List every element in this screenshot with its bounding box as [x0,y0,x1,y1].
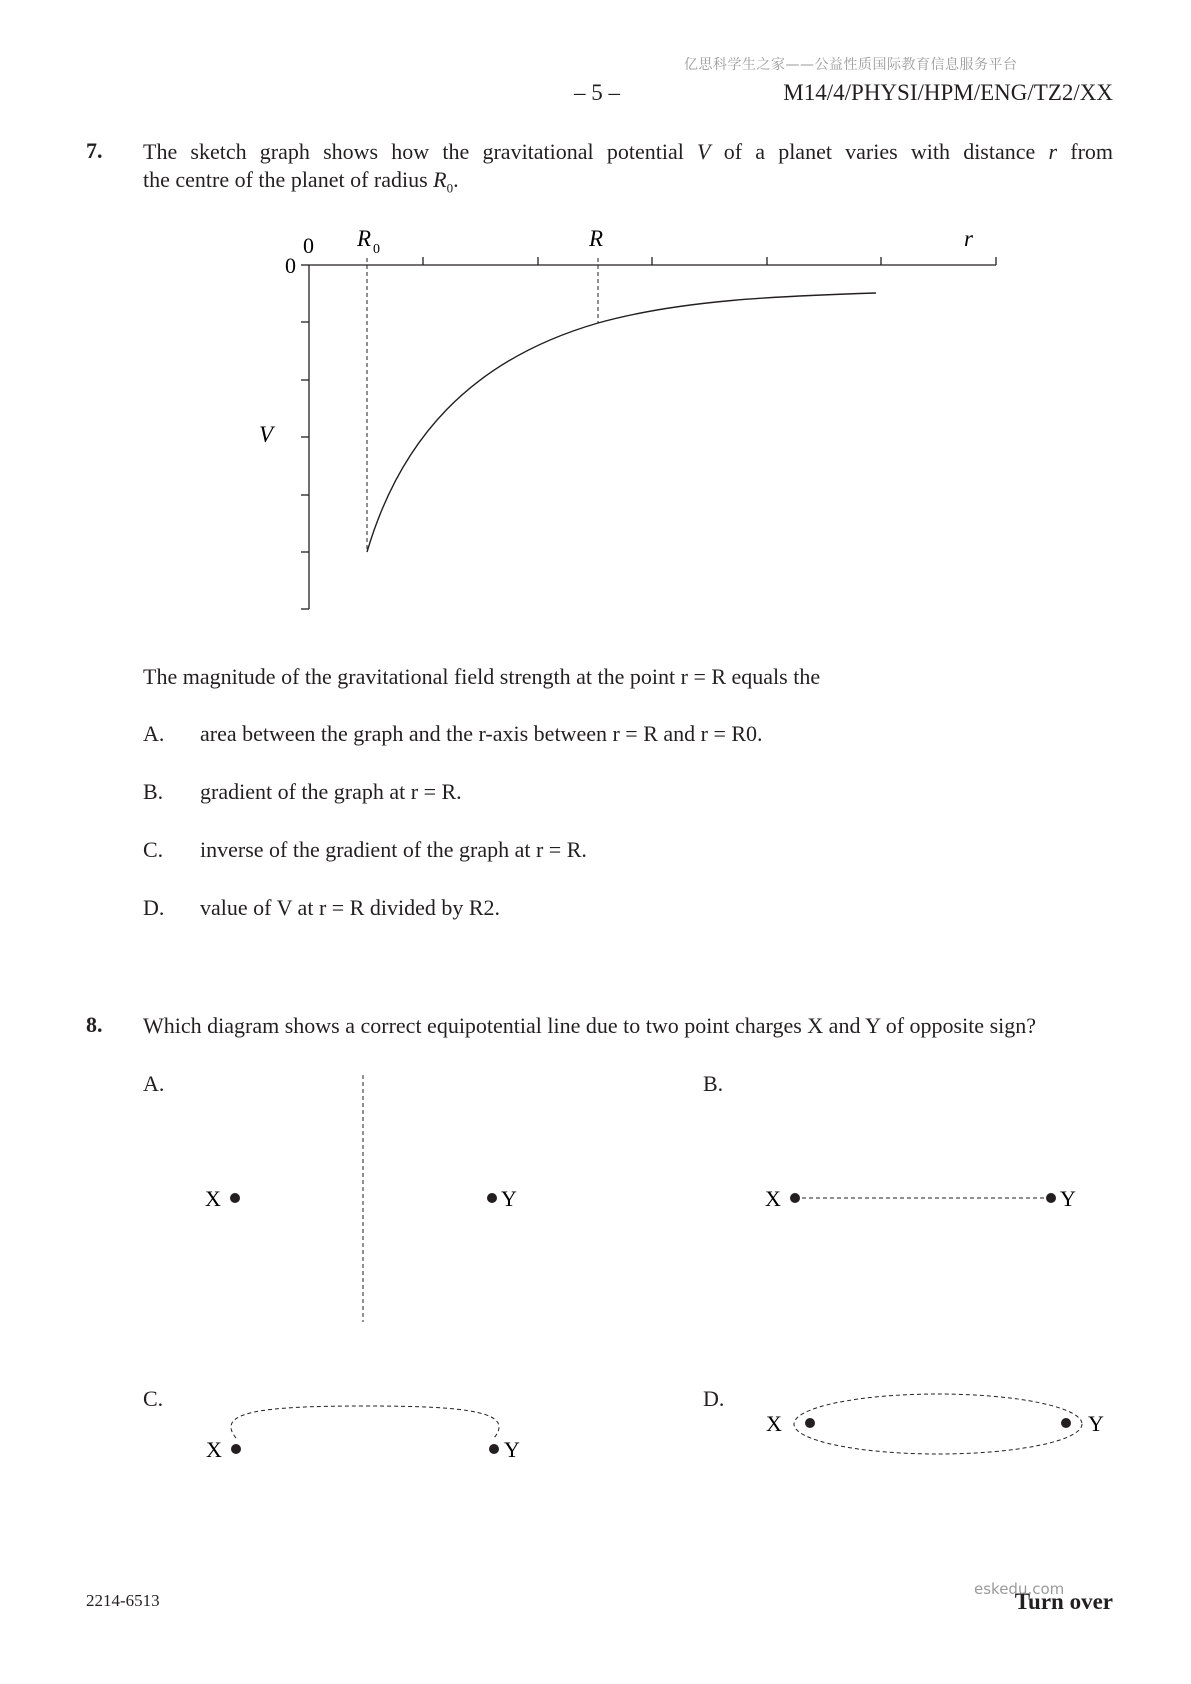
q7-option-d-letter: D. [143,895,165,920]
q8-option-c-letter[interactable]: C. [143,1386,164,1411]
r0-label: R [357,226,372,251]
charge-y-label: Y [1060,1186,1076,1211]
charge-y-label: Y [1088,1411,1104,1436]
q7-option-c-text[interactable]: inverse of the gradient of the graph at r = R. [200,837,587,862]
q7-option-a-letter: A. [143,721,165,746]
q7-option-a-text[interactable]: area between the graph and the r-axis between r = R and r = R0. [200,721,763,746]
equipotential-line-d [794,1394,1082,1454]
charge-y-dot [487,1193,497,1203]
v-axis-label: V [259,422,274,447]
charge-x-dot [231,1444,241,1454]
r-axis-label: r [964,226,973,251]
r0-sub-label: 0 [373,242,380,257]
q8-stem: Which diagram shows a correct equipotential line due to two point charges X and Y of opposite sign? [143,1013,1037,1038]
paper-code: M14/4/PHYSI/HPM/ENG/TZ2/XX [783,80,1113,105]
q8-option-b-letter[interactable]: B. [703,1071,724,1096]
q7-stem-text: the centre of the planet of radius [143,167,428,192]
q7-stem-sub: 0 [446,180,454,196]
header-watermark: 亿思科学生之家——公益性质国际教育信息服务平台 [684,57,1018,73]
page-number: – 5 – [574,80,620,105]
q7-stem-var-r: r [1048,139,1058,164]
q8-option-a-letter[interactable]: A. [143,1071,165,1096]
footer-code: 2214-6513 [86,1591,160,1610]
charge-y-label: Y [504,1437,520,1462]
v-axis-ticks [301,265,309,609]
footer-watermark: eskedu.com [974,1580,1065,1598]
R-label: R [589,226,604,251]
origin-r-label: 0 [303,233,314,258]
charge-y-label: Y [501,1186,517,1211]
q7-stem-text: The sketch graph shows how the gravitational potential [143,139,684,164]
q7-stem-end: . [453,167,459,192]
q7-option-c-letter: C. [143,837,164,862]
q7-stem-text: from [1070,139,1114,164]
q8-number: 8. [86,1012,103,1037]
charge-y-dot [1046,1193,1056,1203]
q8-diagram-a [205,1075,517,1322]
q7-prompt: The magnitude of the gravitational field strength at the point r = R equals the [143,664,821,689]
q7-option-b-letter: B. [143,779,164,804]
q7-potential-graph [0,0,1191,640]
q7-stem-var-v: V [697,139,711,164]
q7-stem-text: of a planet varies with distance [723,139,1036,164]
charge-x-label: X [205,1186,221,1211]
turn-over: Turn over [1014,1589,1113,1614]
charge-x-dot [790,1193,800,1203]
q8-diagrams [0,1060,1191,1480]
q8-option-d-letter[interactable]: D. [703,1386,725,1411]
charge-y-dot [489,1444,499,1454]
charge-x-dot [230,1193,240,1203]
equipotential-line-c [231,1406,499,1438]
q8-diagram-d [766,1394,1104,1454]
q8-diagram-c [206,1406,520,1462]
q7-option-d-text[interactable]: value of V at r = R divided by R2. [200,895,501,920]
q7-option-b-text[interactable]: gradient of the graph at r = R. [200,779,462,804]
charge-x-label: X [765,1186,781,1211]
charge-x-label: X [766,1411,782,1436]
q8-diagram-b [765,1186,1076,1211]
potential-curve [367,293,876,552]
q7-stem-var-R: R [433,167,447,192]
origin-v-label: 0 [285,253,296,278]
r-axis-ticks [423,257,996,265]
charge-x-label: X [206,1437,222,1462]
charge-x-dot [805,1418,815,1428]
charge-y-dot [1061,1418,1071,1428]
q7-number: 7. [86,138,103,163]
